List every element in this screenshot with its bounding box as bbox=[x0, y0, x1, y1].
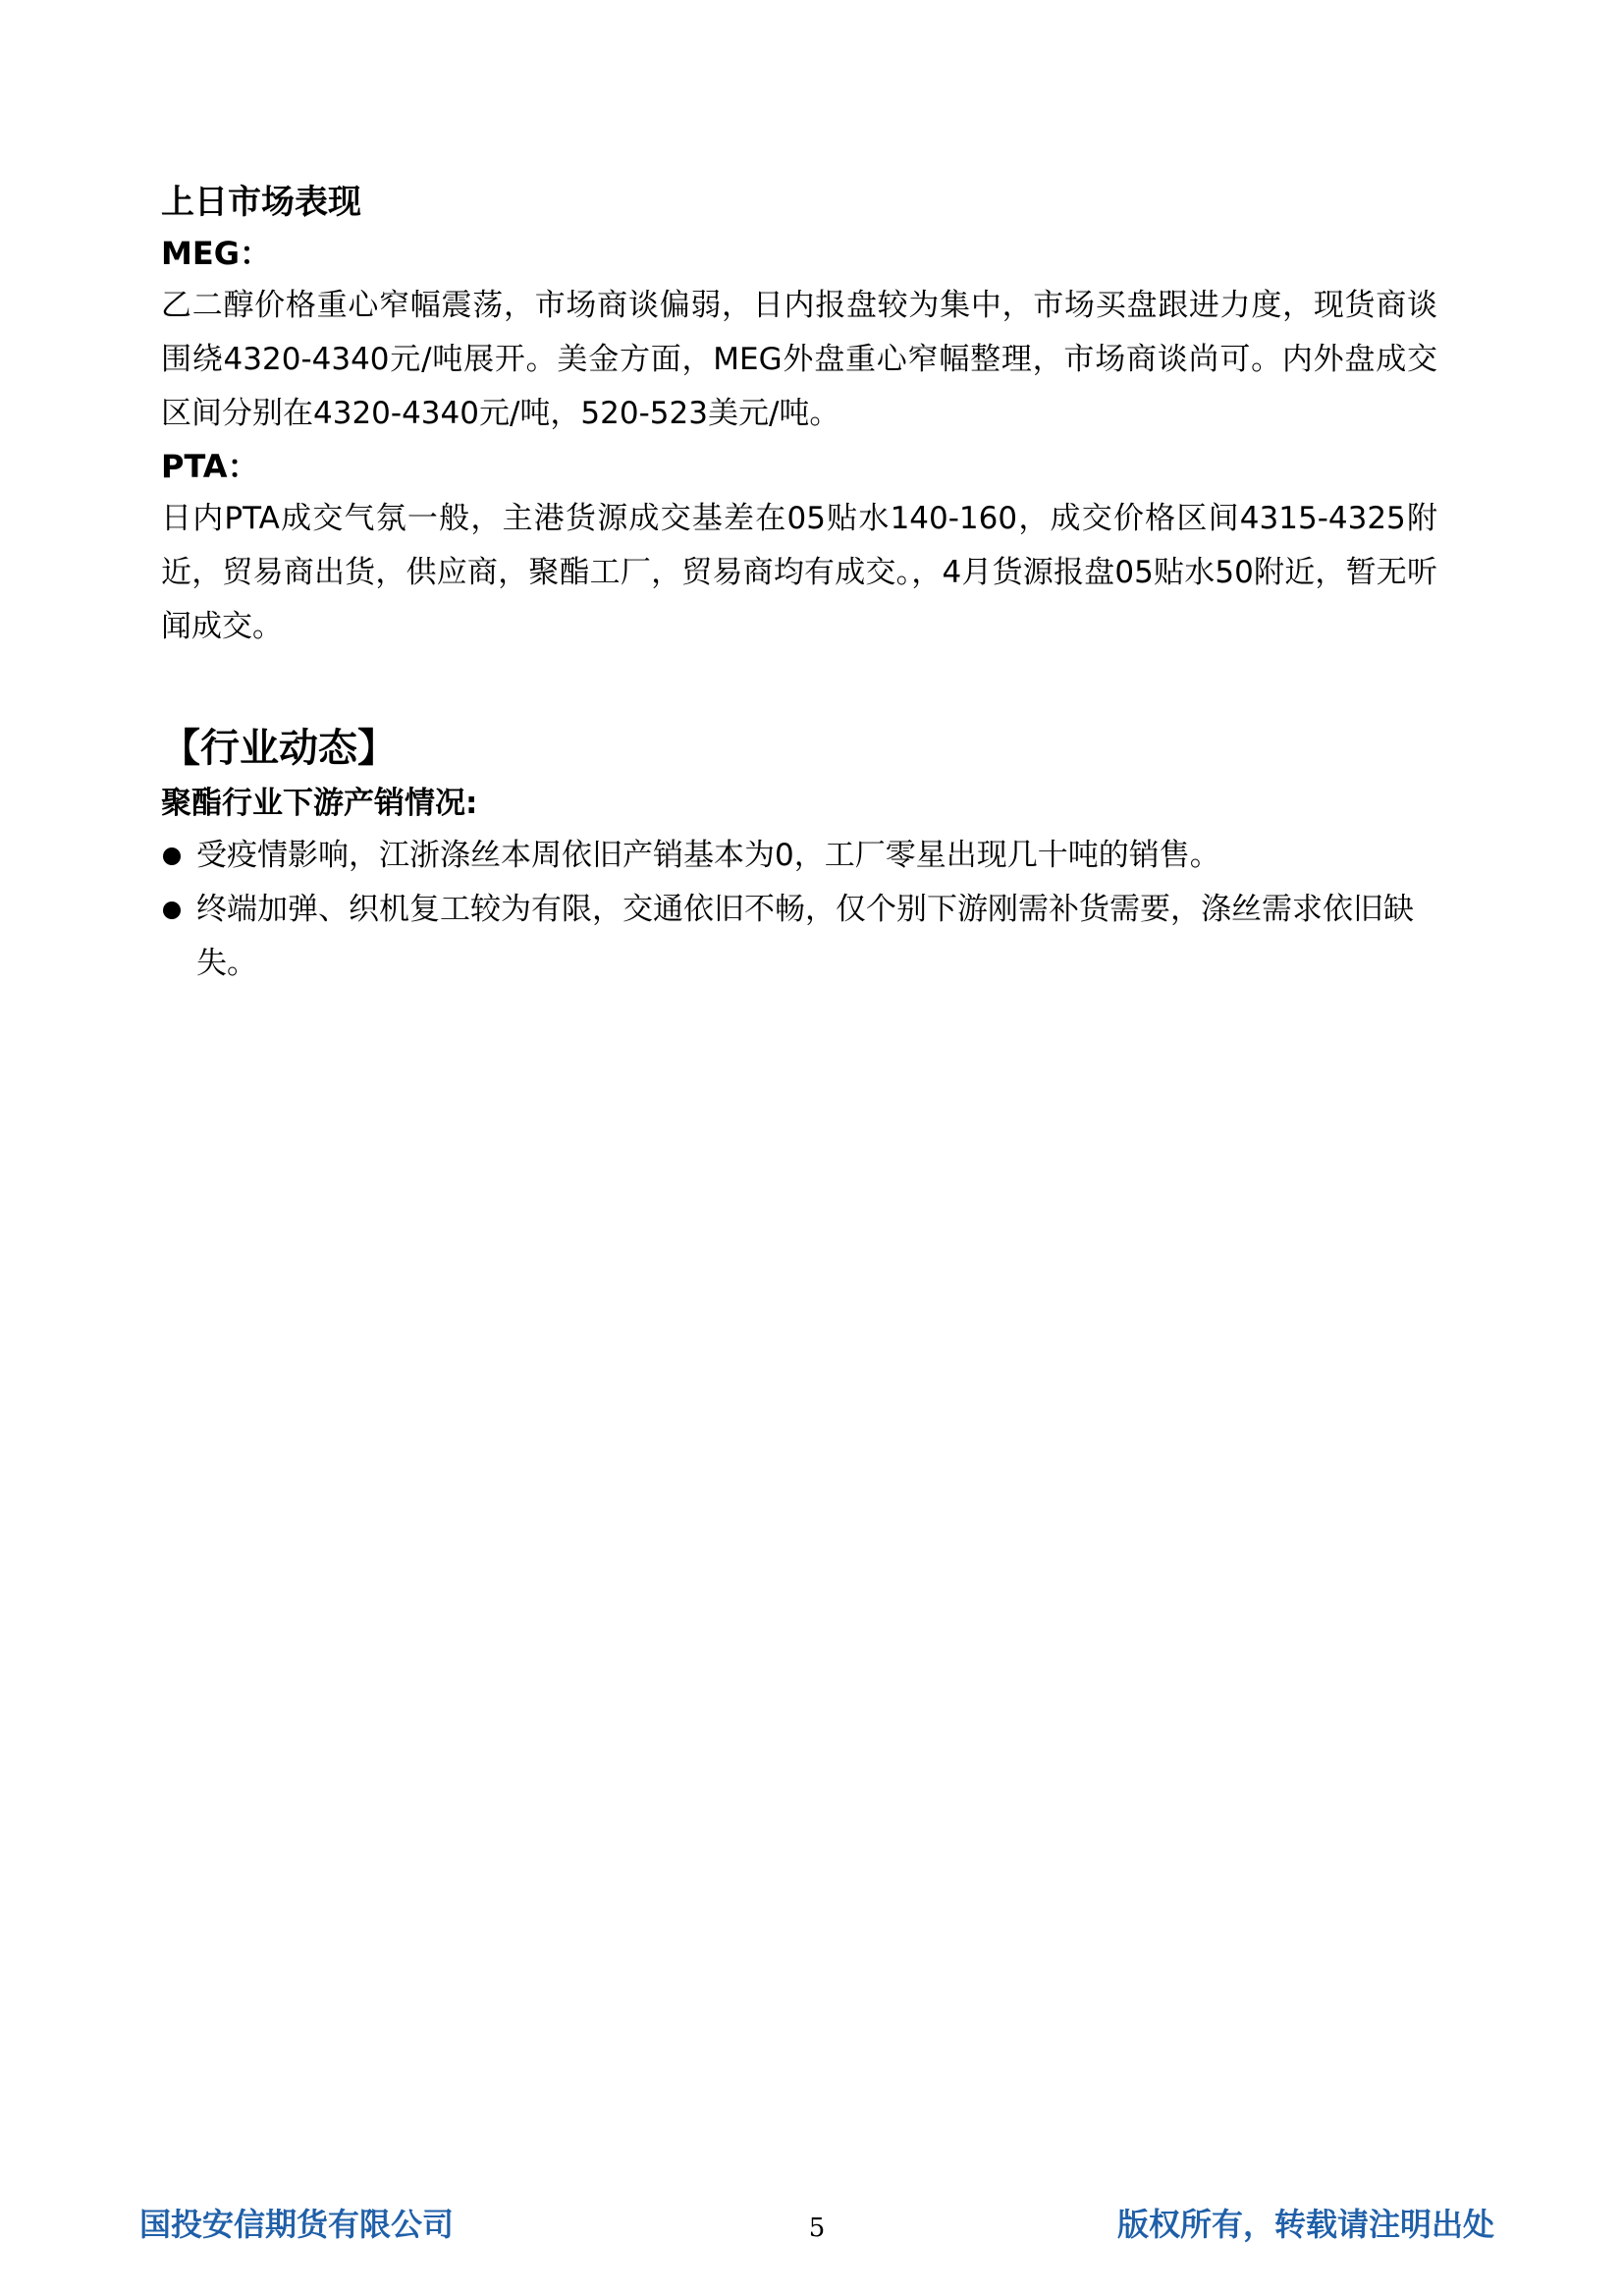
document-body bbox=[161, 177, 1437, 991]
footer-copyright: 版权所有，转载请注明出处 bbox=[1116, 2206, 1494, 2243]
pta-label: PTA： bbox=[161, 448, 259, 485]
bullet-text: 终端加弹、织机复工较为有限，交通依旧不畅，仅个别下游刚需补货需要，涤丝需求依旧缺失。 bbox=[196, 892, 1414, 981]
industry-bullet-list bbox=[161, 829, 1437, 991]
page-footer bbox=[139, 2200, 1494, 2249]
list-item bbox=[161, 829, 1437, 883]
bullet-icon bbox=[163, 847, 181, 865]
page-number: 5 bbox=[808, 2214, 826, 2243]
industry-subtitle: 聚酯行业下游产销情况: bbox=[161, 786, 478, 821]
bullet-icon bbox=[163, 902, 181, 919]
list-item bbox=[161, 883, 1437, 991]
footer-company-name: 国投安信期货有限公司 bbox=[139, 2206, 455, 2243]
pta-paragraph: 日内PTA成交气氛一般，主港货源成交基差在05贴水140-160，成交价格区间4315-4325附近，贸易商出货，供应商，聚酯工厂，贸易商均有成交。，4月货源报盘05贴水50附近，暂无听闻成交。 bbox=[161, 501, 1437, 644]
meg-paragraph: 乙二醇价格重心窄幅震荡，市场商谈偏弱，日内报盘较为集中，市场买盘跟进力度，现货商谈围绕4320-4340元/吨展开。美金方面，MEG外盘重心窄幅整理，市场商谈尚可。内外盘成交区间分别在4320-4340元/吨，520-523美元/吨。 bbox=[161, 288, 1437, 431]
meg-label: MEG： bbox=[161, 235, 271, 272]
bullet-text: 受疫情影响，江浙涤丝本周依旧产销基本为0，工厂零星出现几十吨的销售。 bbox=[196, 838, 1220, 873]
section-title-market: 上日市场表现 bbox=[161, 183, 361, 222]
section-title-industry: 【行业动态】 bbox=[161, 726, 397, 771]
